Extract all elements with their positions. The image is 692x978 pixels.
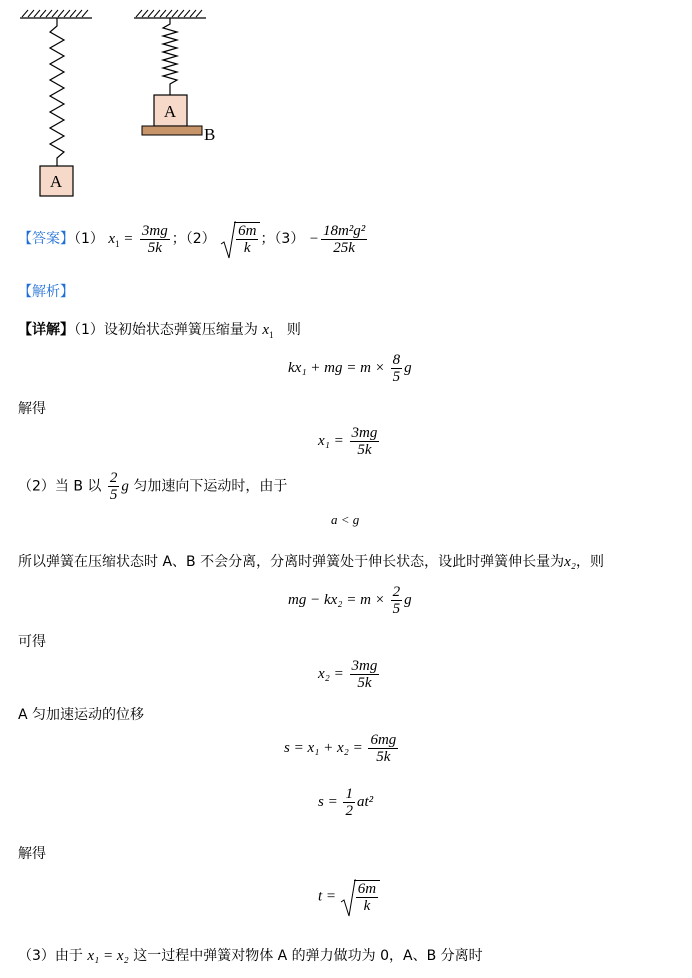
equation-8: t = $\frac{6m}{k}$ — [318, 880, 380, 914]
block-a-label: A — [49, 172, 63, 191]
x1-symbol: $x_1$ — [262, 322, 274, 340]
equation-1: kx₁ + mg = m × $\frac{8}{5}$ g — [288, 352, 412, 385]
detail-tag: 【详解】 — [18, 322, 74, 338]
equation-6: s = x₁ + x₂ = $\frac{6mg}{5k}$ — [284, 732, 397, 765]
detail-line-2: （2）当 B 以 $\frac{2}{5}$ g 匀加速向下运动时，由于 — [18, 470, 288, 503]
plate-b-label: B — [204, 125, 216, 144]
analysis-tag: 【解析】 — [18, 284, 74, 300]
answer-3-neg: − $\frac{\text{18m²g²}}{25k}$ — [308, 223, 366, 257]
equation-2: x₁ = $\frac{3mg}{5k}$ — [318, 425, 378, 458]
equation-3: a < g — [331, 512, 360, 527]
plate-b — [142, 126, 202, 135]
answer-tag: 【答案】 — [18, 231, 74, 247]
answer-line: 【答案】（1） $x_1$ = $\frac{3mg}{5k}$ ；（2） $\frac{6m}{k}$ ；（3） − $\frac{\text{18m²g²}}{25k}$ — [18, 222, 369, 256]
answer-1-frac: $\frac{3mg}{5k}$ — [141, 222, 168, 256]
detail-line-4: A 匀加速运动的位移 — [18, 707, 145, 723]
solve-label-2: 可得 — [18, 634, 46, 650]
solve-label-3: 解得 — [18, 846, 46, 862]
solve-label-1: 解得 — [18, 401, 46, 417]
detail-line-3: 所以弹簧在压缩状态时 A、B 不会分离，分离时弹簧处于伸长状态，设此时弹簧伸长量为x₂，则 — [18, 554, 604, 570]
detail-line-1: 【详解】（1）设初始状态弹簧压缩量为 $x_1$ 则 — [18, 322, 301, 340]
answer-1-lhs: $x_1$ = — [108, 231, 134, 249]
equation-5: x₂ = $\frac{3mg}{5k}$ — [318, 658, 378, 691]
spring-figure — [0, 0, 240, 205]
detail-line-5: （3）由于 x₁ = x₂ 这一过程中弹簧对物体 A 的弹力做功为 0，A、B 分离时 — [18, 948, 483, 964]
equation-4: mg − kx₂ = m × $\frac{2}{5}$ g — [288, 584, 412, 617]
equation-7: s = $\frac{1}{2}$ at² — [318, 786, 374, 819]
answer-2-sqrt: $\frac{6m}{k}$ — [220, 222, 260, 256]
block-a2-label: A — [163, 102, 177, 121]
